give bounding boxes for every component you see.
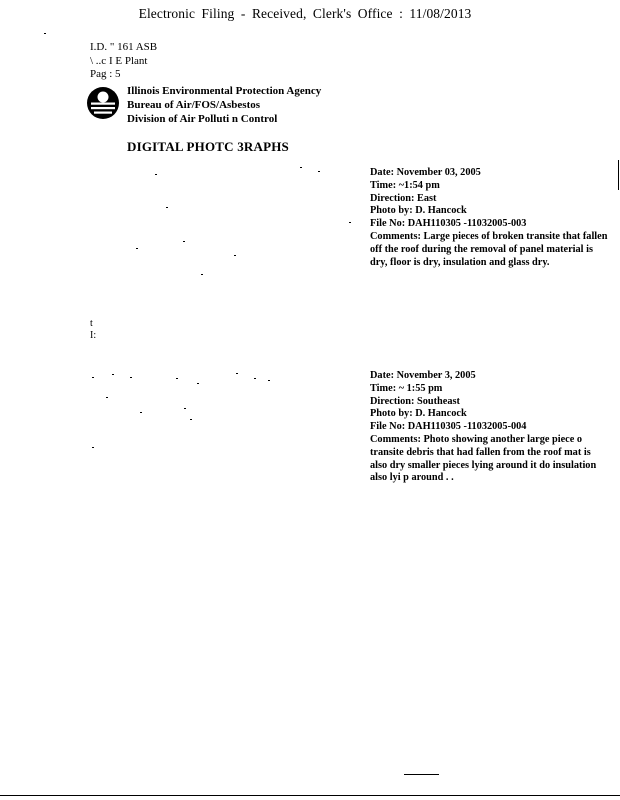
filing-stamp: Electronic Filing - Received, Clerk's Office : 11/08/2013 — [138, 6, 472, 21]
photo-author: Photo by: D. Hancock — [370, 408, 467, 420]
footer-rule — [404, 774, 439, 775]
division-name: Division of Air Polluti n Control — [127, 113, 278, 125]
bureau-name: Bureau of Air/FOS/Asbestos — [127, 99, 261, 111]
photo-file-number: File No: DAH110305 -11032005-004 — [370, 421, 527, 433]
photo-comments: Comments: Photo showing another large piece o transite debris that had fallen from the roof mat is also dry smaller pieces lying around it do insulation also lyi p around . . — [370, 433, 597, 484]
margin-mark: t — [90, 318, 93, 329]
photo-author: Photo by: D. Hancock — [370, 205, 467, 217]
page-line: Pag : 5 — [90, 68, 121, 80]
photo-comments: Comments: Large pieces of broken transite that fallen off the roof during the removal of panel material is dry, floor is dry, insulation and glass dry. — [370, 230, 608, 268]
illinois-epa-seal-icon — [86, 86, 120, 120]
photo-caption-1 — [370, 167, 610, 269]
agency-block — [127, 84, 321, 126]
photo-direction: Direction: Southeast — [370, 395, 460, 407]
photo-file-number: File No: DAH110305 -11032005-003 — [370, 218, 527, 230]
document-meta — [90, 41, 157, 82]
id-line: I.D. " 161 ASB — [90, 41, 158, 53]
margin-mark: I: — [90, 330, 97, 341]
photo-direction: Direction: East — [370, 192, 437, 204]
page-bottom-rule — [0, 795, 620, 796]
photo-date: Date: November 03, 2005 — [370, 167, 481, 178]
photo-date: Date: November 3, 2005 — [370, 370, 476, 381]
photo-caption-2 — [370, 370, 610, 485]
scan-edge-line — [618, 160, 619, 190]
photo-time: Time: ~ 1:55 pm — [370, 382, 443, 394]
photo-time: Time: ~1:54 pm — [370, 179, 440, 191]
site-line: \ ..c I E Plant — [90, 54, 148, 67]
agency-name: Illinois Environmental Protection Agency — [127, 85, 322, 97]
page-title: DIGITAL PHOTC 3RAPHS — [127, 139, 289, 154]
